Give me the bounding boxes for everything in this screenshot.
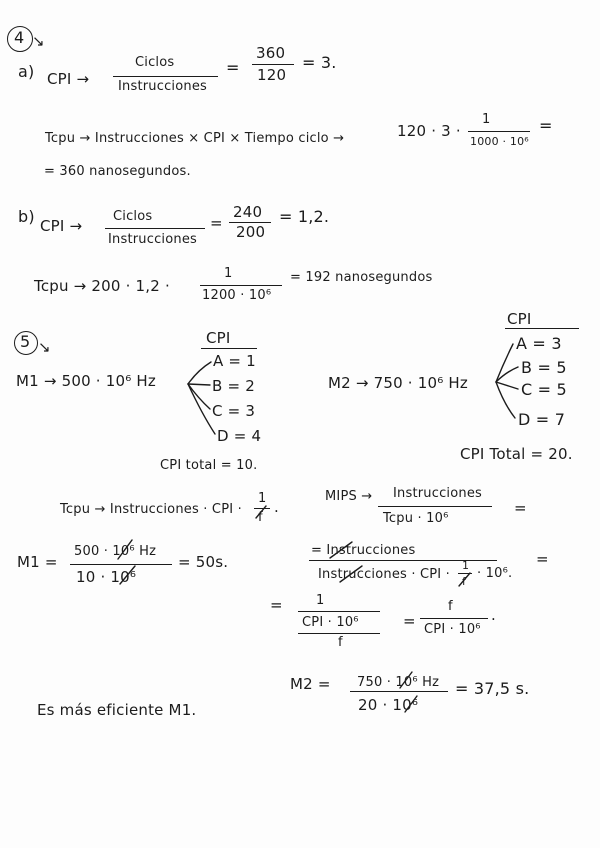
question-4-number: 4	[14, 28, 25, 47]
part-a-frac3-den: 1000 · 10⁶	[470, 135, 529, 148]
conclusion: Es más eficiente M1.	[37, 701, 197, 719]
part-a-frac3-num: 1	[482, 112, 491, 127]
mips-step2-num: 1	[316, 593, 325, 608]
mips-step3-den: CPI · 10⁶	[424, 622, 481, 637]
mips-step2-den: f	[338, 635, 343, 650]
mips-step2-mid: CPI · 10⁶	[302, 615, 359, 630]
m2-calc-num: 750 · 10⁶ Hz	[357, 675, 440, 690]
cancel-m2-num	[400, 672, 412, 688]
part-b-label: b)	[18, 207, 35, 226]
tcpu-formula: Tcpu → Instrucciones · CPI ·	[60, 502, 242, 517]
m2-cpi-total: CPI Total = 20.	[460, 445, 573, 463]
part-b-result: = 192 nanosegundos	[290, 270, 433, 285]
m1-cpi-title: CPI	[206, 329, 231, 347]
cancel-m1-den	[120, 566, 135, 584]
tcpu-frac-num: 1	[258, 491, 267, 506]
m2-branch-a	[496, 344, 513, 382]
m2-cpi-c: C = 5	[521, 380, 567, 399]
cancel-tcpu-frac	[256, 506, 266, 518]
tcpu-end: .	[274, 498, 279, 516]
part-b-eq1: =	[210, 214, 223, 232]
m1-calc-den: 10 · 10⁶	[76, 568, 137, 586]
m2-calc-den: 20 · 10⁶	[358, 696, 419, 714]
mips-step1-inner-den: f	[462, 575, 467, 588]
m1-calc-lhs: M1 =	[17, 553, 58, 571]
part-b-cpi-lhs: CPI →	[40, 217, 83, 235]
m2-cpi-b: B = 5	[521, 358, 567, 377]
mips-step1-tail: · 10⁶.	[477, 566, 513, 581]
m1-branch-b	[188, 384, 210, 385]
part-b-frac2-num: 240	[233, 203, 263, 221]
mips-lhs: MIPS →	[325, 489, 373, 504]
part-a-frac2-den: 120	[257, 66, 287, 84]
m2-calc-result: = 37,5 s.	[455, 679, 530, 698]
m1-cpi-b: B = 2	[212, 377, 255, 395]
m2-cpi-title: CPI	[507, 310, 532, 328]
mips-step1-inner-num: 1	[462, 559, 470, 572]
part-b-eq2: = 1,2.	[279, 207, 330, 226]
part-b-frac3-den: 1200 · 10⁶	[202, 288, 272, 303]
mips-step3-end: .	[491, 606, 496, 624]
m1-calc-num: 500 · 10⁶ Hz	[74, 544, 157, 559]
m1-cpi-a: A = 1	[213, 352, 256, 370]
mips-step1-eq: =	[536, 550, 549, 568]
part-a-label: a)	[18, 62, 35, 81]
m1-frequency: M1 → 500 · 10⁶ Hz	[16, 372, 156, 390]
mips-step3-num: f	[448, 599, 453, 614]
mips-step2-eq2: =	[403, 612, 416, 630]
part-b-frac1-num: Ciclos	[113, 209, 153, 224]
m1-cpi-total: CPI total = 10.	[160, 458, 258, 473]
m1-cpi-d: D = 4	[217, 427, 262, 445]
m1-branch-d	[188, 384, 215, 434]
m2-branch-c	[496, 382, 518, 389]
m2-frequency: M2 → 750 · 10⁶ Hz	[328, 374, 468, 392]
cancel-m1-num	[118, 540, 132, 559]
part-a-cpi-lhs: CPI →	[47, 70, 90, 88]
mips-eq: =	[514, 499, 527, 517]
part-a-frac2-num: 360	[256, 44, 286, 62]
cancel-m2-den	[405, 696, 417, 712]
mips-step1-num: = Instrucciones	[311, 543, 416, 558]
cancel-mips-den	[340, 566, 362, 582]
part-b-tcpu-lhs: Tcpu → 200 · 1,2 ·	[34, 277, 170, 295]
mips-step1-den: Instrucciones · CPI ·	[318, 567, 451, 582]
part-a-eq1: =	[226, 58, 240, 77]
part-a-tcpu-lhs: Tcpu → Instrucciones × CPI × Tiempo ciclo →	[45, 131, 345, 146]
cancel-mips-inner	[459, 573, 470, 586]
question-5-arrow: ↘	[38, 338, 51, 356]
part-b-frac3-num: 1	[224, 266, 233, 281]
part-a-eq3: =	[539, 116, 553, 135]
question-5-number: 5	[20, 332, 31, 351]
part-a-frac1-den: Instrucciones	[118, 79, 207, 94]
part-a-eq2: = 3.	[302, 53, 337, 72]
part-b-frac1-den: Instrucciones	[108, 232, 197, 247]
part-a-frac1-num: Ciclos	[135, 55, 175, 70]
tcpu-frac-den: f	[258, 510, 263, 525]
m2-cpi-a: A = 3	[516, 334, 562, 353]
m1-calc-result: = 50s.	[178, 553, 229, 571]
part-b-frac2-den: 200	[236, 223, 266, 241]
cancel-mips-num	[330, 542, 352, 558]
part-a-result: = 360 nanosegundos.	[44, 164, 191, 179]
mips-step2-eq: =	[270, 596, 283, 614]
question-4-arrow: ↘	[32, 32, 45, 50]
mips-frac-num: Instrucciones	[393, 486, 482, 501]
m2-calc-lhs: M2 =	[290, 675, 331, 693]
m1-cpi-c: C = 3	[212, 402, 256, 420]
m2-cpi-d: D = 7	[518, 410, 566, 429]
part-a-tcpu-mid: 120 · 3 ·	[397, 122, 461, 140]
m1-branch-a	[188, 362, 211, 384]
mips-frac-den: Tcpu · 10⁶	[383, 511, 449, 526]
